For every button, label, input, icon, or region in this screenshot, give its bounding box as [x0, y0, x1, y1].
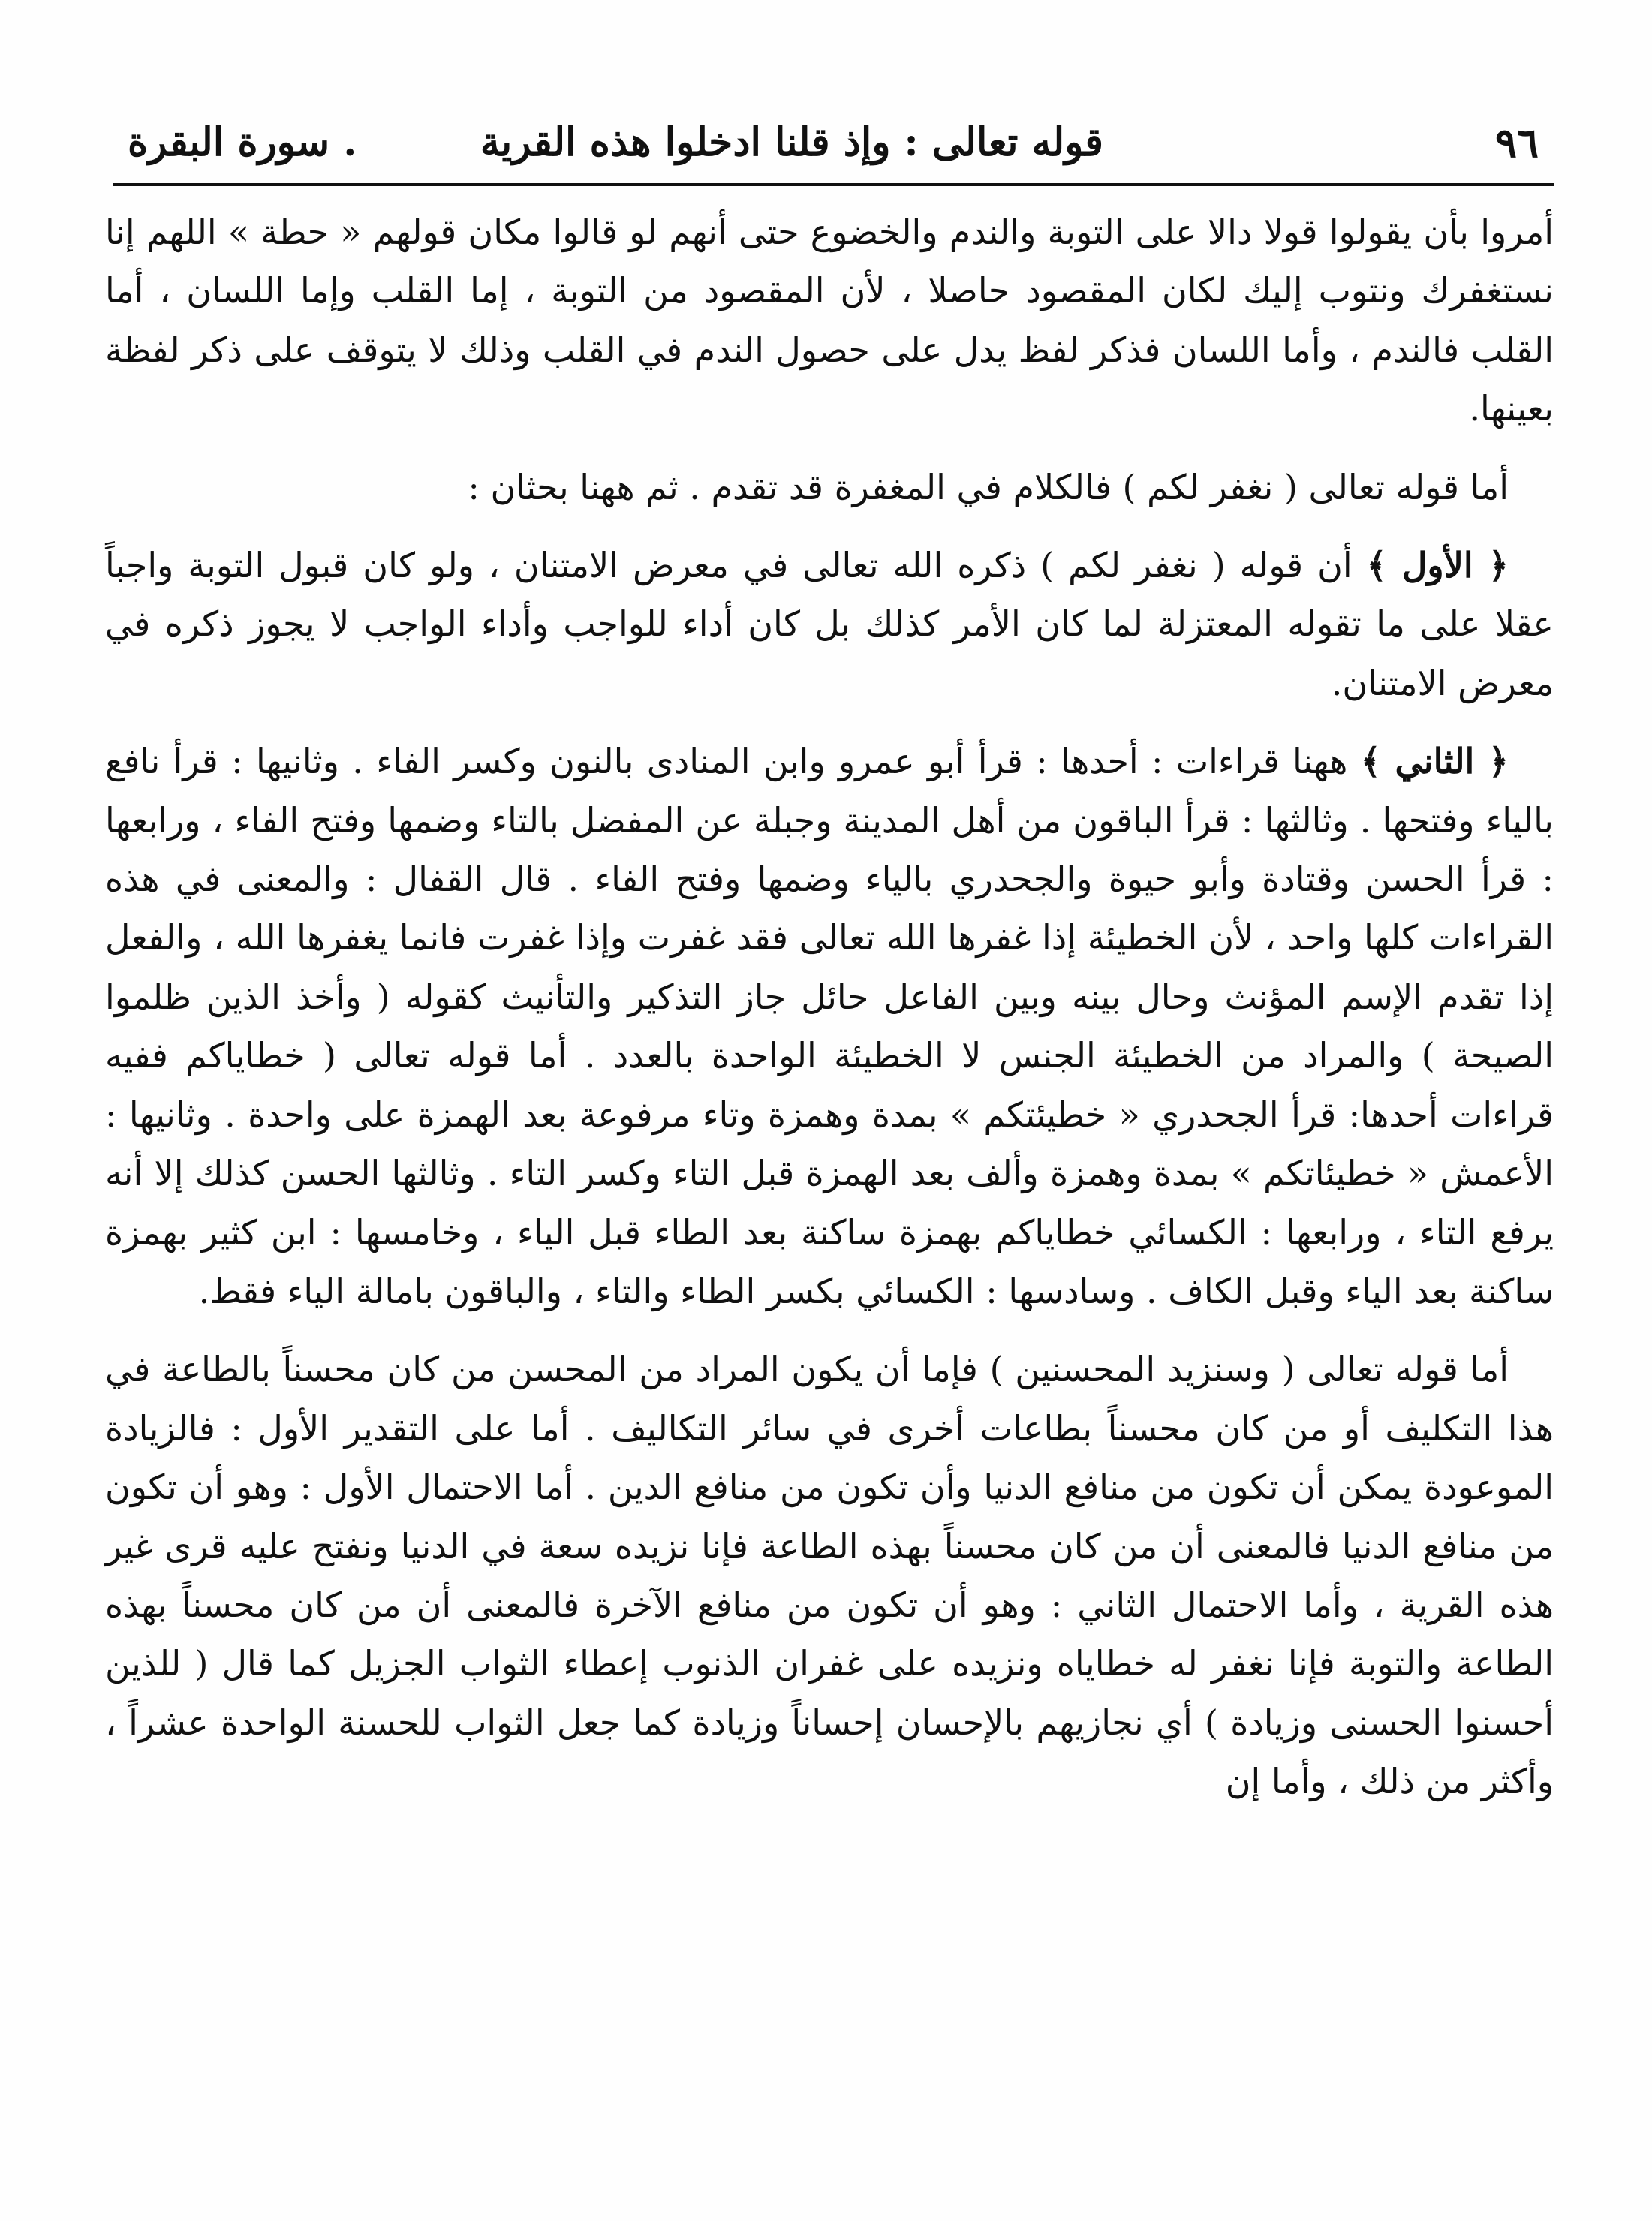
- paragraph-text: أمروا بأن يقولوا قولا دالا على التوبة والندم والخضوع حتى أنهم لو قالوا مكان قولهم « حطة » اللهم إنا نستغفرك ونتوب إليك لكان المقصود حاصلا ، لأن المقصود من التوبة ، إما القلب وإما اللسان ، أما القلب فالندم ، وأما اللسان فذكر لفظ يدل على حصول الندم في القلب وذلك لا يتوقف على ذكر لفظة بعينها.: [105, 212, 1554, 429]
- section-marker: ﴿ الأول ﴾: [1366, 545, 1509, 586]
- paragraph-text: ههنا قراءات : أحدها : قرأ أبو عمرو وابن المنادى بالنون وكسر الفاء . وثانيها : قرأ نافع بالياء وفتحها . وثالثها : قرأ الباقون من أهل المدينة وجبلة عن المفضل بالتاء وضمها وفتح الفاء ، ورابعها : قرأ الحسن وقتادة وأبو حيوة والجحدري بالياء وضمها وفتح الفاء . قال القفال : والمعنى في هذه القراءات كلها واحد ، لأن الخطيئة إذا غفرها الله تعالى فقد غفرت وإذا غفرت فانما يغفرها الله ، والفعل إذا تقدم الإسم المؤنث وحال بينه وبين الفاعل حائل جاز التذكير والتأنيث كقوله ( وأخذ الذين ظلموا الصيحة ) والمراد من الخطيئة الجنس لا الخطيئة الواحدة بالعدد . أما قوله تعالى ( خطاياكم ففيه قراءات أحدها: قرأ الجحدري « خطيئتكم » بمدة وهمزة وتاء مرفوعة بعد الهمزة على واحدة . وثانيها : الأعمش « خطيئاتكم » بمدة وهمزة وألف بعد الهمزة قبل التاء وكسر التاء . وثالثها الحسن كذلك إلا أنه يرفع التاء ، ورابعها : الكسائي خطاياكم بهمزة ساكنة بعد الطاء قبل الياء ، وخامسها : ابن كثير بهمزة ساكنة بعد الياء وقبل الكاف . وسادسها : الكسائي بكسر الطاء والتاء ، والباقون بامالة الياء فقط.: [105, 741, 1554, 1311]
- paragraph-text: أما قوله تعالى ( نغفر لكم ) فالكلام في المغفرة قد تقدم . ثم ههنا بحثان :: [468, 466, 1509, 507]
- section-marker: ﴿ الثاني ﴾: [1360, 741, 1509, 782]
- page-number: ٩٦: [1494, 119, 1539, 167]
- header-rule: [113, 183, 1554, 186]
- paragraph: [105, 458, 1554, 516]
- paragraph-text: أما قوله تعالى ( وسنزيد المحسنين ) فإما أن يكون المراد من المحسن من كان محسناً بالطاعة في هذا التكليف أو من كان محسناً بطاعات أخرى في سائر التكاليف . أما على التقدير الأول : فالزيادة الموعودة يمكن أن تكون من منافع الدنيا وأن تكون من منافع الدين . أما الاحتمال الأول : وهو أن تكون من منافع الدنيا فالمعنى أن من كان محسناً بهذه الطاعة فإنا نزيده سعة في الدنيا ونفتح عليه قرى غير هذه القرية ، وأما الاحتمال الثاني : وهو أن تكون من منافع الآخرة فالمعنى أن من كان محسناً بهذه الطاعة والتوبة فإنا نغفر له خطاياه ونزيده على غفران الذنوب إعطاء الثواب الجزيل كما قال ( للذين أحسنوا الحسنى وزيادة ) أي نجازيهم بالإحسان إحساناً وزيادة كما جعل الثواب للحسنة الواحدة عشراً ، وأكثر من ذلك ، وأما إن: [105, 1349, 1554, 1802]
- running-title: قوله تعالى : وإذ قلنا ادخلوا هذه القرية: [480, 119, 1103, 165]
- paragraph: [105, 732, 1554, 1320]
- page-header: [113, 113, 1554, 180]
- paragraph: [105, 203, 1554, 438]
- surah-name: . سورة البقرة: [128, 119, 357, 165]
- paragraph-text: أن قوله ( نغفر لكم ) ذكره الله تعالى في معرض الامتنان ، ولو كان قبول التوبة واجباً عقلا على ما تقوله المعتزلة لما كان الأمر كذلك بل كان أداء للواجب وأداء الواجب لا يجوز ذكره في معرض الامتنان.: [105, 545, 1554, 703]
- body-text: [105, 203, 1554, 1811]
- paragraph: [105, 1340, 1554, 1810]
- paragraph: [105, 536, 1554, 712]
